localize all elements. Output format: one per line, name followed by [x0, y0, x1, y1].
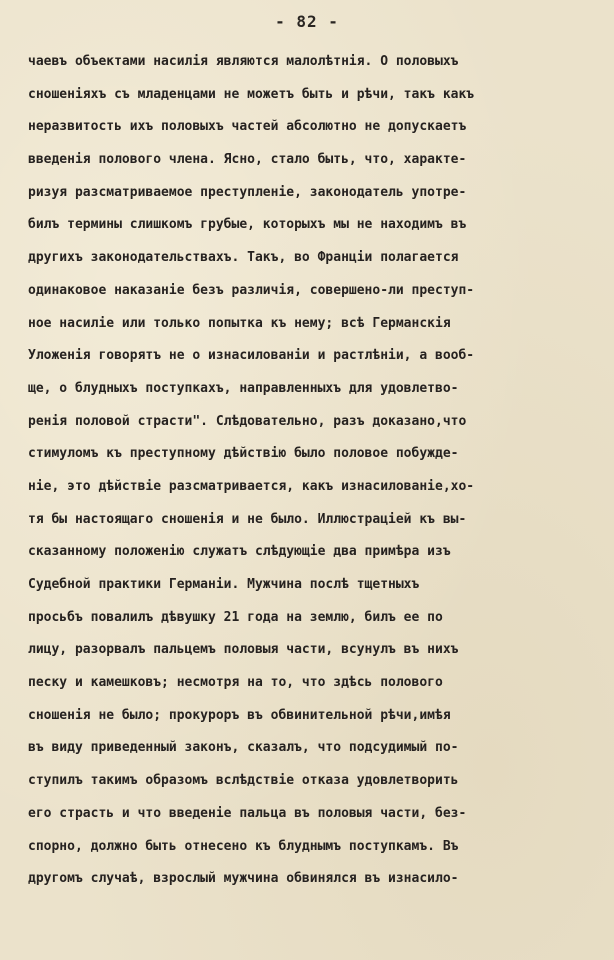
text-line: сношенія не было; прокуроръ въ обвинительной рѣчи,имѣя	[28, 707, 451, 723]
text-line: ное насиліе или только попытка къ нему; всѣ Германскія	[28, 315, 451, 331]
text-line: сказанному положенію служатъ слѣдующіе два примѣра изъ	[28, 544, 451, 560]
text-line: просьбъ повалилъ дѣвушку 21 года на землю, билъ ее по	[28, 609, 443, 625]
text-line: ризуя разсматриваемое преступленіе, законодатель употре-	[28, 184, 467, 200]
text-line: одинаковое наказаніе безъ различія, совершено-ли преступ-	[28, 282, 475, 298]
text-line: ступилъ такимъ образомъ вслѣдствіе отказа удовлетворить	[28, 773, 459, 789]
text-line: ще, о блудныхъ поступкахъ, направленныхъ для удовлетво-	[28, 380, 459, 396]
text-line: неразвитость ихъ половыхъ частей абсолютно не допускаетъ	[28, 119, 467, 135]
text-line: ніе, это дѣйствіе разсматривается, какъ изнасилованіе,хо-	[28, 478, 475, 494]
text-line: спорно, должно быть отнесено къ блуднымъ поступкамъ. Въ	[28, 838, 459, 854]
text-line: въ виду приведенный законъ, сказалъ, что подсудимый по-	[28, 740, 459, 756]
page-number: - 82 -	[275, 12, 339, 31]
text-line: песку и камешковъ; несмотря на то, что здѣсь полового	[28, 675, 443, 691]
text-line: Судебной практики Германіи. Мужчина послѣ тщетныхъ	[28, 577, 420, 592]
body-text	[28, 46, 603, 896]
text-line: Уложенія говорятъ не о изнасилованіи и растлѣніи, а вооб-	[28, 348, 475, 364]
text-line: его страсть и что введеніе пальца въ половыя части, без-	[28, 805, 467, 821]
text-line: ренія половой страсти". Слѣдовательно, разъ доказано,что	[28, 413, 467, 429]
text-line: чаевъ объектами насилія являются малолѣтнія. О половыхъ	[28, 54, 459, 69]
text-line: билъ термины слишкомъ грубые, которыхъ мы не находимъ въ	[28, 217, 467, 233]
text-line: стимуломъ къ преступному дѣйствію было половое побужде-	[28, 446, 459, 462]
text-line: тя бы настоящаго сношенія и не было. Иллюстраціей къ вы-	[28, 511, 467, 527]
text-line: другомъ случаѣ, взрослый мужчина обвинялся въ изнасило-	[28, 871, 459, 887]
text-line: сношеніяхъ съ младенцами не можетъ быть и рѣчи, такъ какъ	[28, 86, 475, 102]
text-line: лицу, разорвалъ пальцемъ половыя части, всунулъ въ нихъ	[28, 642, 459, 658]
text-line: другихъ законодательствахъ. Такъ, во Франціи полагается	[28, 250, 459, 266]
text-line: введенія полового члена. Ясно, стало быть, что, характе-	[28, 152, 467, 168]
